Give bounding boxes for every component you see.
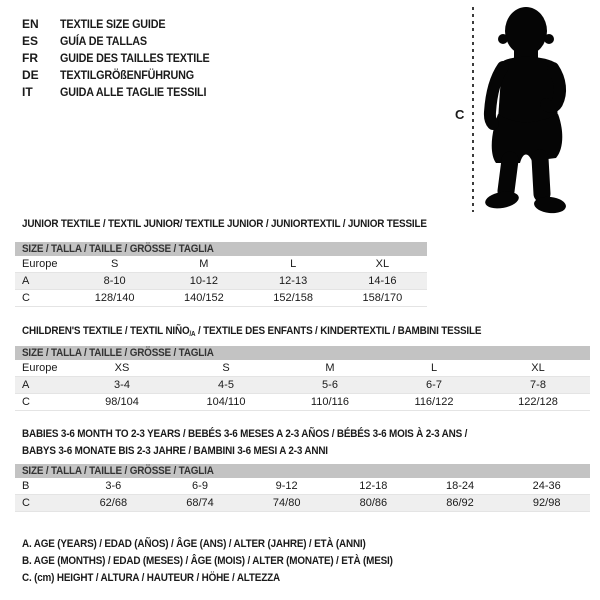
toddler-silhouette-image <box>477 2 581 214</box>
row-label: Europe <box>22 258 58 270</box>
language-title-fr: GUIDE DES TAILLES TEXTILE <box>60 50 210 65</box>
footnote-a-text: A. AGE (YEARS) / EDAD (AÑOS) / ÂGE (ANS) / ALTER (JAHRE) / ETÀ (ANNI) <box>22 538 366 550</box>
table-row <box>15 394 590 411</box>
table-row <box>15 273 427 290</box>
children-size-bar <box>15 346 590 360</box>
children-title-part1: CHILDREN'S TEXTILE / TEXTIL NIÑO <box>22 325 190 337</box>
row-label: C <box>22 292 30 304</box>
nino-a-subscript: /A <box>189 331 196 338</box>
cell: 6-9 <box>192 480 208 492</box>
babies-size-bar-text: SIZE / TALLA / TAILLE / GRÖSSE / TAGLIA <box>22 465 214 477</box>
cell: L <box>290 258 297 270</box>
language-code-fr: FR <box>22 50 38 65</box>
height-dashed-line <box>472 7 474 212</box>
cell: 62/68 <box>99 497 128 509</box>
children-table-title-text <box>22 323 481 343</box>
cell: S <box>110 258 119 270</box>
children-size-bar-text: SIZE / TALLA / TAILLE / GRÖSSE / TAGLIA <box>22 347 214 359</box>
language-title-list <box>22 15 226 100</box>
babies-table-title <box>22 426 517 460</box>
language-code-en: EN <box>22 16 39 31</box>
table-row <box>15 495 590 512</box>
cell: 12-13 <box>279 275 308 287</box>
cell: 12-18 <box>359 480 388 492</box>
cell: 86/92 <box>446 497 474 509</box>
cell: 98/104 <box>105 396 139 408</box>
cell: 9-12 <box>275 480 298 492</box>
junior-size-bar <box>15 242 427 256</box>
cell: 68/74 <box>186 497 214 509</box>
cell: 110/116 <box>310 396 350 408</box>
babies-size-bar <box>15 464 590 478</box>
junior-table-title <box>22 216 472 233</box>
footnote-list <box>22 536 434 587</box>
table-row <box>15 290 427 307</box>
language-code-es: ES <box>22 33 39 48</box>
cell: 128/140 <box>94 292 135 304</box>
cell: XL <box>531 362 545 374</box>
footnote-b <box>22 553 434 570</box>
cell: 5-6 <box>322 379 338 391</box>
footnote-c <box>22 570 434 587</box>
cell: 80/86 <box>359 497 388 509</box>
table-row <box>15 377 590 394</box>
cell: 74/80 <box>272 497 301 509</box>
row-label: B <box>22 480 30 492</box>
table-row <box>15 360 590 377</box>
junior-size-bar-text: SIZE / TALLA / TAILLE / GRÖSSE / TAGLIA <box>22 243 214 255</box>
row-label: C <box>22 396 30 408</box>
cell: XS <box>114 362 130 374</box>
language-row-en <box>22 15 226 32</box>
children-size-table <box>15 346 590 411</box>
row-label: A <box>22 379 30 391</box>
row-label: A <box>22 275 30 287</box>
footnote-b-text: B. AGE (MONTHS) / EDAD (MESES) / ÂGE (MOIS) / ALTER (MONATE) / ETÀ (MESI) <box>22 555 393 567</box>
cell: L <box>430 362 438 374</box>
cell: 104/110 <box>206 396 246 408</box>
cell: S <box>222 362 230 374</box>
cell: 10-12 <box>189 275 218 287</box>
cell: 14-16 <box>368 275 397 287</box>
cell: 122/128 <box>518 396 558 408</box>
language-row-fr <box>22 49 226 66</box>
footnote-a <box>22 536 434 553</box>
cell: 158/170 <box>362 292 403 304</box>
children-title-part2: / TEXTILE DES ENFANTS / KINDERTEXTIL / BAMBINI TESSILE <box>195 325 482 337</box>
language-title-en: TEXTILE SIZE GUIDE <box>60 16 166 31</box>
language-title-it: GUIDA ALLE TAGLIE TESSILI <box>60 84 207 99</box>
language-row-de <box>22 66 226 83</box>
cell: 152/158 <box>273 292 313 304</box>
junior-table-title-text: JUNIOR TEXTILE / TEXTIL JUNIOR/ TEXTILE JUNIOR / JUNIORTEXTIL / JUNIOR TESSILE <box>22 218 427 230</box>
cell: 92/98 <box>532 497 561 509</box>
babies-title-line2: BABYS 3-6 MONATE BIS 2-3 JAHRE / BAMBINI 3-6 MESI A 2-3 ANNI <box>22 445 328 457</box>
language-title-es: GUÍA DE TALLAS <box>60 33 147 48</box>
table-row <box>15 256 427 273</box>
children-table-title <box>22 323 532 343</box>
babies-title-line1: BABIES 3-6 MONTH TO 2-3 YEARS / BEBÉS 3-6 MESES A 2-3 AÑOS / BÉBÉS 3-6 MOIS À 2-3 ANS / <box>22 428 468 440</box>
row-label: C <box>22 497 30 509</box>
cell: 24-36 <box>532 480 561 492</box>
babies-size-table <box>15 464 590 512</box>
height-c-label: C <box>455 107 465 122</box>
language-row-it <box>22 83 226 100</box>
cell: 18-24 <box>445 480 475 492</box>
cell: M <box>325 362 335 374</box>
cell: 6-7 <box>426 379 442 391</box>
row-label: Europe <box>22 362 58 374</box>
cell: XL <box>375 258 390 270</box>
cell: 3-4 <box>114 379 130 391</box>
junior-size-table <box>15 242 427 307</box>
cell: 140/152 <box>183 292 224 304</box>
cell: M <box>199 258 209 270</box>
language-code-it: IT <box>22 84 33 99</box>
language-code-de: DE <box>22 67 39 82</box>
cell: 8-10 <box>103 275 126 287</box>
cell: 4-5 <box>218 379 234 391</box>
cell: 3-6 <box>105 480 122 492</box>
language-row-es <box>22 32 226 49</box>
table-row <box>15 478 590 495</box>
language-title-de: TEXTILGRÖßENFÜHRUNG <box>60 67 194 82</box>
cell: 7-8 <box>530 379 546 391</box>
footnote-c-text: C. (cm) HEIGHT / ALTURA / HAUTEUR / HÖHE / ALTEZZA <box>22 572 280 584</box>
cell: 116/122 <box>414 396 454 408</box>
